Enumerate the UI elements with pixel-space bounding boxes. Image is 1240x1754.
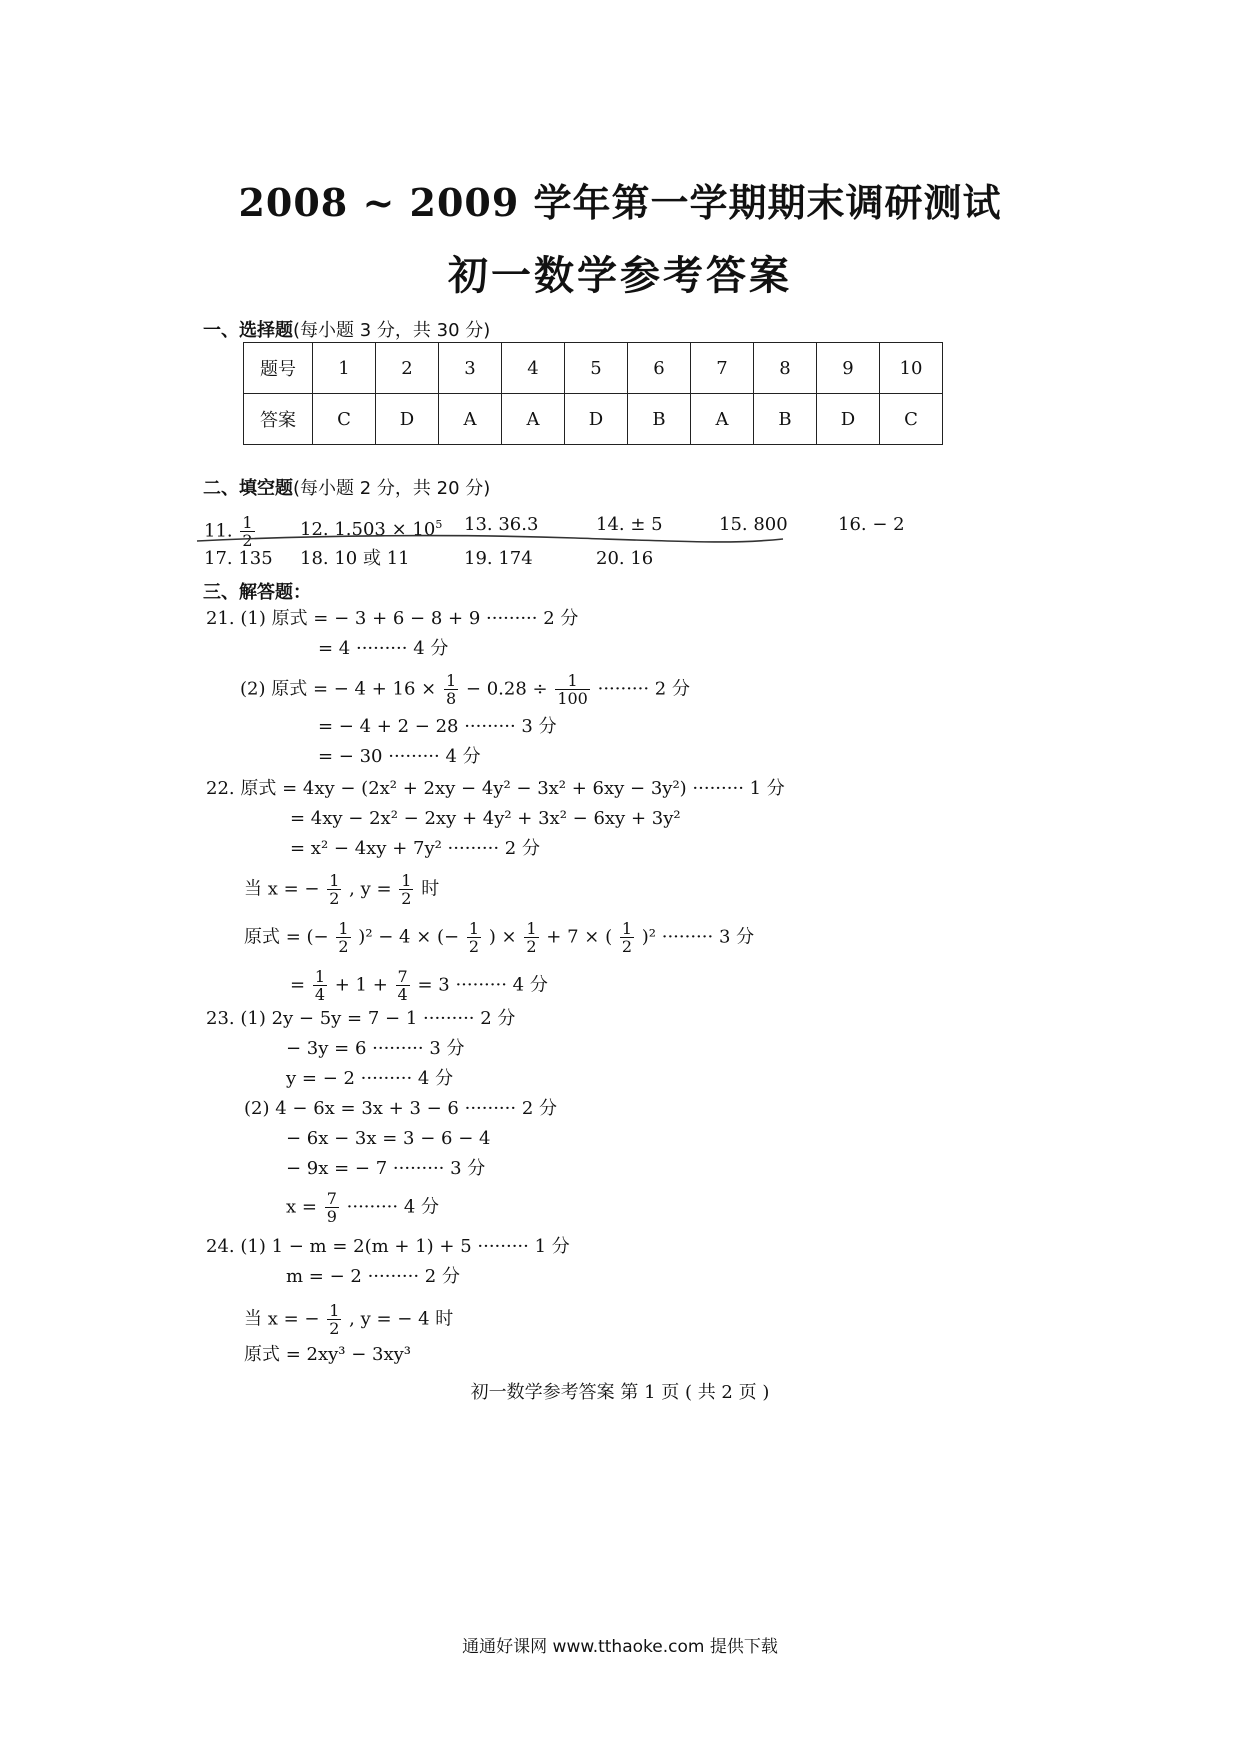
table-cell: 1 [313,343,376,394]
solution-line: (2) 4 − 6x = 3x + 3 − 6 ········· 2 分 [244,1098,557,1119]
solution-line: (2) 原式 = − 4 + 16 × $\frac{1}{8}$ − 0.28 ÷ $\frac{1}{100}$ ········· 2 分 [240,671,690,708]
document-subtitle: 初一数学参考答案 [448,252,792,299]
table-row-answers [244,394,943,445]
section3-heading: 三、解答题： [203,582,311,603]
solution-line: y = − 2 ········· 4 分 [286,1068,454,1089]
answer-18: 18. 10 或 11 [300,548,410,569]
solution-line: − 9x = − 7 ········· 3 分 [286,1158,486,1179]
page-footer: 初一数学参考答案 第 1 页 ( 共 2 页 ) [470,1382,770,1403]
table-header-answer: 答案 [244,394,313,445]
table-cell: 2 [376,343,439,394]
pen-stroke-icon [195,532,785,548]
answer-17: 17. 135 [204,548,273,569]
solution-line: 当 x = − $\frac{1}{2}$ , y = $\frac{1}{2}$ 时 [244,871,440,908]
table-cell: B [628,394,691,445]
section1-note: (每小题 3 分，共 30 分) [293,320,491,341]
solution-line: = − 30 ········· 4 分 [318,746,481,767]
answer-16: 16. − 2 [838,514,905,535]
table-cell: D [565,394,628,445]
answer-13: 13. 36.3 [464,514,539,535]
solution-line: 原式 = (− $\frac{1}{2}$ )² − 4 × (− $\frac{1}{2}$ ) × $\frac{1}{2}$ + 7 × ( $\frac{1}{2}$ )² ········· 3 分 [244,919,755,956]
table-cell: A [439,394,502,445]
answer-11: 11. $\frac{1}{2}$ [204,513,253,550]
table-cell: B [754,394,817,445]
table-cell: A [502,394,565,445]
solution-line: − 3y = 6 ········· 3 分 [286,1038,465,1059]
table-header-question: 题号 [244,343,313,394]
section2-note: (每小题 2 分，共 20 分) [293,478,491,499]
table-cell: 9 [817,343,880,394]
solution-line: 24. (1) 1 − m = 2(m + 1) + 5 ········· 1 分 [206,1236,570,1257]
table-cell: 10 [880,343,943,394]
table-cell: 4 [502,343,565,394]
solution-line: = $\frac{1}{4}$ + 1 + $\frac{7}{4}$ = 3 ········· 4 分 [290,967,548,1004]
section2-title: 二、填空题 [203,478,293,499]
table-cell: 7 [691,343,754,394]
section1-title: 一、选择题 [203,320,293,341]
table-cell: D [817,394,880,445]
answer-12: 12. $1.503 \times 10^5$ [300,518,443,540]
table-cell: C [313,394,376,445]
table-cell: 3 [439,343,502,394]
solution-line: = x² − 4xy + 7y² ········· 2 分 [290,838,540,859]
solution-line: 当 x = − $\frac{1}{2}$ , y = − 4 时 [244,1301,454,1338]
table-cell: D [376,394,439,445]
solution-line: 22. 原式 = 4xy − (2x² + 2xy − 4y² − 3x² + 6xy − 3y²) ········· 1 分 [206,778,785,799]
solution-line: 21. (1) 原式 = − 3 + 6 − 8 + 9 ········· 2 分 [206,608,579,629]
fraction: $\frac{1}{2}$ [242,513,253,550]
table-cell: 6 [628,343,691,394]
answer-14: 14. ± 5 [596,514,663,535]
solution-line: − 6x − 3x = 3 − 6 − 4 [286,1128,491,1149]
table-cell: 5 [565,343,628,394]
solution-line: = − 4 + 2 − 28 ········· 3 分 [318,716,557,737]
table-row-questions [244,343,943,394]
section2-heading [203,474,490,500]
answer-15: 15. 800 [719,514,788,535]
table-cell: 8 [754,343,817,394]
answer-20: 20. 16 [596,548,654,569]
solution-line: = 4xy − 2x² − 2xy + 4y² + 3x² − 6xy + 3y² [290,808,681,829]
site-footer: 通通好课网 www.tthaoke.com 提供下载 [462,1637,778,1657]
solution-line: = 4 ········· 4 分 [318,638,449,659]
answer-table [243,342,943,445]
solution-line: 原式 = 2xy³ − 3xy³ [244,1344,412,1365]
table-cell: A [691,394,754,445]
section1-heading [203,316,490,342]
answer-19: 19. 174 [464,548,533,569]
table-cell: C [880,394,943,445]
document-title: 2008 ~ 2009 学年第一学期期末调研测试 [238,180,1002,225]
solution-line: x = $\frac{7}{9}$ ········· 4 分 [286,1189,440,1226]
solution-line: m = − 2 ········· 2 分 [286,1266,460,1287]
solution-line: 23. (1) 2y − 5y = 7 − 1 ········· 2 分 [206,1008,516,1029]
